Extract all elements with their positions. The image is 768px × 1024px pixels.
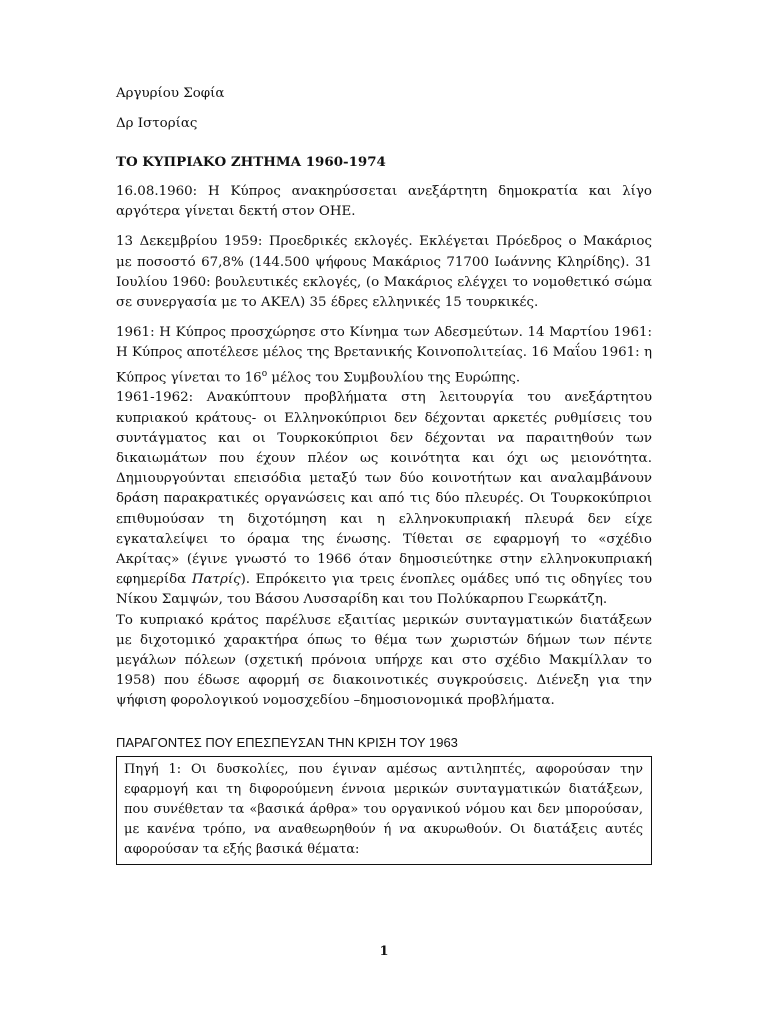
paragraph-problems-text-b: ). Επρόκειτο για τρεις ένοπλες ομάδες υπό τις οδηγίες του Νίκου Σαμψών, του Βάσου Λυσσαρίδη και του Πολύκαρπου Γεωρκάτζη. [116,572,652,608]
paragraph-problems [116,388,652,610]
superscript-ordinal: ο [261,368,268,379]
author-degree: Δρ Ιστορίας [116,116,198,131]
author-name: Αργυρίου Σοφία [116,86,225,101]
paragraph-memberships [116,323,652,388]
document-page [116,84,652,865]
paragraph-independence: 16.08.1960: Η Κύπρος ανακηρύσσεται ανεξάρτητη δημοκρατία και λίγο αργότερα γίνεται δεκτή στον ΟΗΕ. [116,184,652,220]
newspaper-name: Πατρίς [191,572,241,588]
document-title: ΤΟ ΚΥΠΡΙΑΚΟ ΖΗΤΗΜΑ 1960-1974 [116,154,386,170]
page-number: 1 [379,944,389,959]
source-box: Πηγή 1: Οι δυσκολίες, που έγιναν αμέσως αντιληπτές, αφορούσαν την εφαρμογή και τη διφορούμενη έννοια μερικών συνταγματικών διατάξεων, που συνέθεταν τα «βασικά άρθρα» του οργανικού νόμου και δεν μπορούσαν, με κανένα τρόπο, να αναθεωρηθούν ή να ακυρωθούν. Οι διατάξεις αυτές αφορούσαν τα εξής βασικά θέματα: [116,756,652,865]
paragraph-memberships-text-b: μέλος του Συμβουλίου της Ευρώπης. [267,370,521,386]
paragraph-problems-text-a: 1961-1962: Ανακύπτουν προβλήματα στη λειτουργία του ανεξάρτητου κυπριακού κράτους- οι Ελληνοκύπριοι δεν δέχονται αρκετές ρυθμίσεις του συντάγματος και οι Τουρκοκύπριοι δεν δέχονται να παραιτηθούν των δικαιωμάτων που έχουν πλέον ως κοινότητα και όχι ως μειονότητα. Δημιουργούνται επεισόδια μεταξύ των δύο κοινοτήτων και αναλαμβάνουν δράση παρακρατικές οργανώσεις και από τις δύο πλευρές. Οι Τουρκοκύπριοι επιθυμούσαν τη διχοτόμηση και η ελληνοκυπριακή πλευρά δεν είχε εγκαταλείψει το όραμα της ένωσης. Τίθεται σε εφαρμογή το «σχέδιο Ακρίτας» (έγινε γνωστό το 1966 όταν δημοσιεύτηκε στην ελληνοκυπριακή εφημερίδα [116,390,652,588]
section-heading: ΠΑΡΑΓΟΝΤΕΣ ΠΟΥ ΕΠΕΣΠΕΥΣΑΝ ΤΗΝ ΚΡΙΣΗ ΤΟΥ 1963 [116,734,458,750]
paragraph-elections: 13 Δεκεμβρίου 1959: Προεδρικές εκλογές. Εκλέγεται Πρόεδρος ο Μακάριος με ποσοστό 67,8% (144.500 ψήφους Μακάριος 71700 Ιωάννης Κληρίδης). 31 Ιουλίου 1960: βουλευτικές εκλογές, (ο Μακάριος ελέγχει το νομοθετικό σώμα σε συνεργασία με το ΑΚΕΛ) 35 έδρες ελληνικές 15 τουρκικές. [116,234,652,311]
paragraph-paralysis: Το κυπριακό κράτος παρέλυσε εξαιτίας μερικών συνταγματικών διατάξεων με διχοτομικό χαρακτήρα όπως το θέμα των χωριστών δήμων των πέντε μεγάλων πόλεων (σχετική πρόνοια υπήρχε και στο σχέδιο Μακμίλλαν το 1958) που έδωσε αφορμή σε διακοινοτικές συγκρούσεις. Διένεξη για την ψήφιση φορολογικού νομοσχεδίου –δημοσιονομικά προβλήματα. [116,612,652,709]
paragraph-memberships-text-a: 1961: Η Κύπρος προσχώρησε στο Κίνημα των Αδεσμεύτων. 14 Μαρτίου 1961: Η Κύπρος αποτέλεσε μέλος της Βρετανικής Κοινοπολιτείας. 16 Μαΐου 1961: η Κύπρος γίνεται το 16 [116,325,652,386]
